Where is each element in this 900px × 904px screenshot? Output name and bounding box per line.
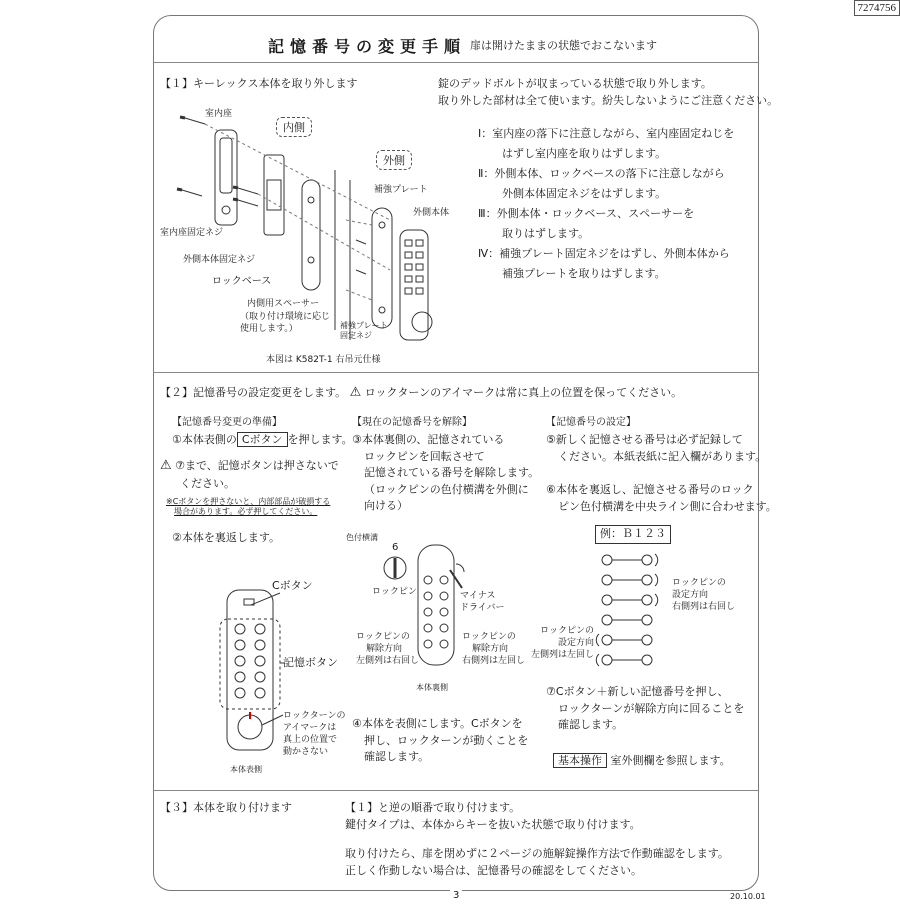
label-set-right: ロックピンの 設定方向 右側列は右回し [672, 577, 735, 613]
section1-steps [478, 124, 734, 284]
step-1: Ⅰ：室内座の落下に注意しながら、室内座固定ねじを はずし室内座を取りはずします。 [478, 124, 734, 164]
label-driver: マイナス ドライバー [460, 590, 505, 614]
label-c-button: Cボタン [272, 578, 313, 595]
basic-operation-ref: 基本操作 室外側欄を参照します。 [553, 753, 731, 770]
col3-step5: ⑤新しく記憶させる番号は必ず記録して ください。本紙表紙に記入欄があります。 [546, 432, 766, 465]
label-outer-body: 外側本体 [413, 207, 449, 219]
col1-step1: ①本体表側の Cボタン を押します。 [172, 432, 353, 449]
page-number: 3 [450, 889, 462, 904]
label-pin-number: 6 [392, 541, 398, 556]
col1-warning: ⚠ ⑦まで、記憶ボタンは押さないで ください。 [160, 456, 339, 492]
screw-icon [356, 240, 366, 274]
section3-text2: 取り付けたら、扉を閉めずに２ページの施解錠操作方法で作動確認をします。 正しく作動しない場合は、記憶番号の確認をしてください。 [345, 846, 729, 879]
col2-step4: ④本体を表側にします。Cボタンを 押し、ロックターンが動くことを 確認します。 [352, 716, 528, 766]
document-number: 7274756 [854, 0, 900, 16]
col3-step7: ⑦Cボタン＋新しい記憶番号を押し、 ロックターンが解除方向に回ることを 確認します。 [546, 684, 744, 734]
step-2: Ⅱ：外側本体、ロックベースの落下に注意しながら 外側本体固定ネジをはずします。 [478, 164, 734, 204]
divider [153, 372, 759, 373]
label-indoor-seat: 室内座 [205, 108, 232, 120]
col1-note: ※Cボタンを押さないと、内部部品が破損する 場合があります。必ず押してください。 [166, 497, 330, 518]
label-indoor-screw: 室内座固定ネジ [160, 227, 223, 239]
col2-title: 【現在の記憶番号を解除】 [352, 416, 472, 431]
inner-side-tag: 内側 [276, 117, 312, 137]
diagram-caption: 本図は K582T-1 右吊元仕様 [266, 354, 380, 366]
section2-heading: 【２】記憶番号の設定変更をします。 ⚠ ロックターンのアイマークは常に真上の位置を保ってください。 [160, 383, 682, 403]
outer-side-tag: 外側 [376, 150, 412, 170]
label-plate: 補強プレート [374, 184, 428, 196]
warning-icon: ⚠ [350, 385, 362, 400]
section3-heading: 【３】本体を取り付けます [160, 800, 292, 817]
col3-step6: ⑥本体を裏返し、記憶させる番号のロック ピン色付横溝を中央ライン側に合わせます。 [546, 482, 777, 515]
revision-date: 20.10.01 [730, 892, 766, 902]
section1-intro: 錠のデッドボルトが収まっている状態で取り外します。 取り外した部材は全て使います。紛失しないようにご注意ください。 [438, 76, 778, 109]
page-title: 記憶番号の変更手順 [268, 34, 466, 57]
col1-step2: ②本体を裏返します。 [172, 530, 280, 547]
keypad-icon [405, 240, 423, 294]
label-lockpin: ロックピン [372, 586, 417, 598]
step-4: Ⅳ：補強プレート固定ネジをはずし、外側本体から 補強プレートを取りはずします。 [478, 244, 734, 284]
label-release-right: ロックピンの 解除方向 右側列は左回し [462, 631, 525, 667]
screw-icon [177, 189, 202, 196]
label-outer-body-screw: 外側本体固定ネジ [183, 254, 255, 266]
back-caption: 本体裏側 [416, 683, 448, 693]
label-spacer-note: （取り付け環境に応じ 使用します。） [240, 311, 330, 335]
label-release-left: ロックピンの 解除方向 左側列は右回し [356, 631, 419, 667]
warning-icon: ⚠ [160, 458, 172, 473]
label-groove: 色付横溝 [346, 533, 378, 543]
divider [153, 62, 759, 63]
label-memory-button: 記憶ボタン [283, 655, 338, 672]
lock-pin-grid-icon [602, 555, 652, 665]
example-box: 例：Ｂ１２３ [595, 525, 671, 544]
label-plate-screw: 補強プレート 固定ネジ [340, 321, 388, 342]
keypad-icon [235, 624, 265, 698]
divider [153, 790, 759, 791]
front-unit-diagram [215, 585, 285, 755]
label-lock-base: ロックベース [212, 275, 271, 290]
section1-heading: 【１】キーレックス本体を取り外します [160, 76, 358, 93]
step-3: Ⅲ：外側本体・ロックベース、スペーサーを 取りはずします。 [478, 204, 734, 244]
label-set-left: ロックピンの 設定方向 左側列は左回し [540, 625, 594, 661]
col1-title: 【記憶番号変更の準備】 [172, 416, 282, 431]
screw-icon [180, 117, 205, 124]
label-lock-turn: ロックターンの アイマークは 真上の位置で 動かさない [283, 710, 345, 759]
screwdriver-icon [450, 570, 462, 588]
col2-step3: ③本体裏側の、記憶されている ロックピンを回転させて 記憶されている番号を解除します。 （ロックピンの色付横溝を外側に 向ける） [352, 432, 539, 515]
label-spacer: 内側用スペーサー [247, 298, 319, 310]
col3-title: 【記憶番号の設定】 [546, 416, 636, 431]
page-subtitle: 扉は開けたままの状態でおこないます [470, 37, 657, 53]
lock-pin-grid-icon [424, 576, 448, 648]
set-pins-diagram [595, 550, 665, 670]
section3-text: 【１】と逆の順番で取り付けます。 鍵付タイプは、本体からキーを抜いた状態で取り付けます。 [345, 800, 641, 833]
front-caption: 本体表側 [230, 765, 262, 775]
